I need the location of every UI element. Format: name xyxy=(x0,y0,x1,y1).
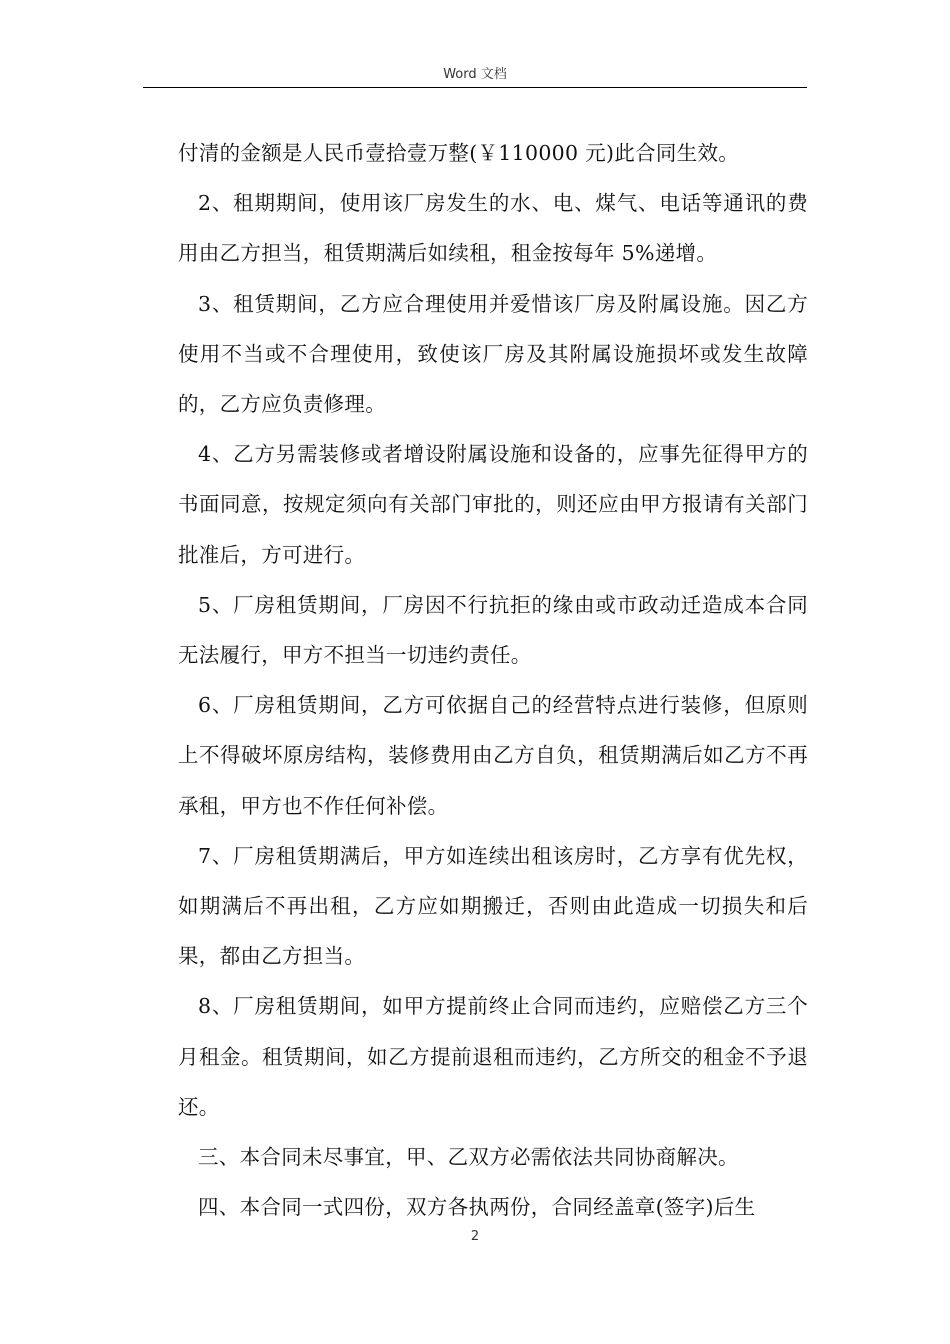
paragraph-clause-8: 8、厂房租赁期间，如甲方提前终止合同而违约，应赔偿乙方三个月租金。租赁期间，如乙方提前退租而违约，乙方所交的租金不予退还。 xyxy=(178,994,808,1119)
document-body xyxy=(178,128,808,1232)
paragraph-clause-2: 2、租期期间，使用该厂房发生的水、电、煤气、电话等通讯的费用由乙方担当，租赁期满后如续租，租金按每年 5%递增。 xyxy=(178,191,808,266)
paragraph-section-3: 三、本合同未尽事宜，甲、乙双方必需依法共同协商解决。 xyxy=(198,1145,739,1170)
paragraph-section-4: 四、本合同一式四份，双方各执两份，合同经盖章(签字)后生 xyxy=(198,1195,756,1220)
paragraph-clause-5: 5、厂房租赁期间，厂房因不行抗拒的缘由或市政动迁造成本合同无法履行，甲方不担当一切违约责任。 xyxy=(178,592,808,668)
page-number: 2 xyxy=(470,1229,480,1244)
page-header: Word 文档 xyxy=(443,67,507,82)
paragraph-clause-4: 4、乙方另需装修或者增设附属设施和设备的，应事先征得甲方的书面同意，按规定须向有关部门审批的，则还应由甲方报请有关部门批准后，方可进行。 xyxy=(178,442,808,567)
header-divider xyxy=(143,87,807,88)
paragraph-continuation: 付清的金额是人民币壹拾壹万整(￥110000 元)此合同生效。 xyxy=(178,141,740,165)
paragraph-clause-3: 3、租赁期间，乙方应合理使用并爱惜该厂房及附属设施。因乙方使用不当或不合理使用，致使该厂房及其附属设施损坏或发生故障的，乙方应负责修理。 xyxy=(178,291,808,417)
paragraph-clause-7: 7、厂房租赁期满后，甲方如连续出租该房时，乙方享有优先权，如期满后不再出租，乙方应如期搬迁，否则由此造成一切损失和后果，都由乙方担当。 xyxy=(178,843,808,969)
paragraph-clause-6: 6、厂房租赁期间，乙方可依据自己的经营特点进行装修，但原则上不得破坏原房结构，装修费用由乙方自负，租赁期满后如乙方不再承租，甲方也不作任何补偿。 xyxy=(178,693,808,818)
